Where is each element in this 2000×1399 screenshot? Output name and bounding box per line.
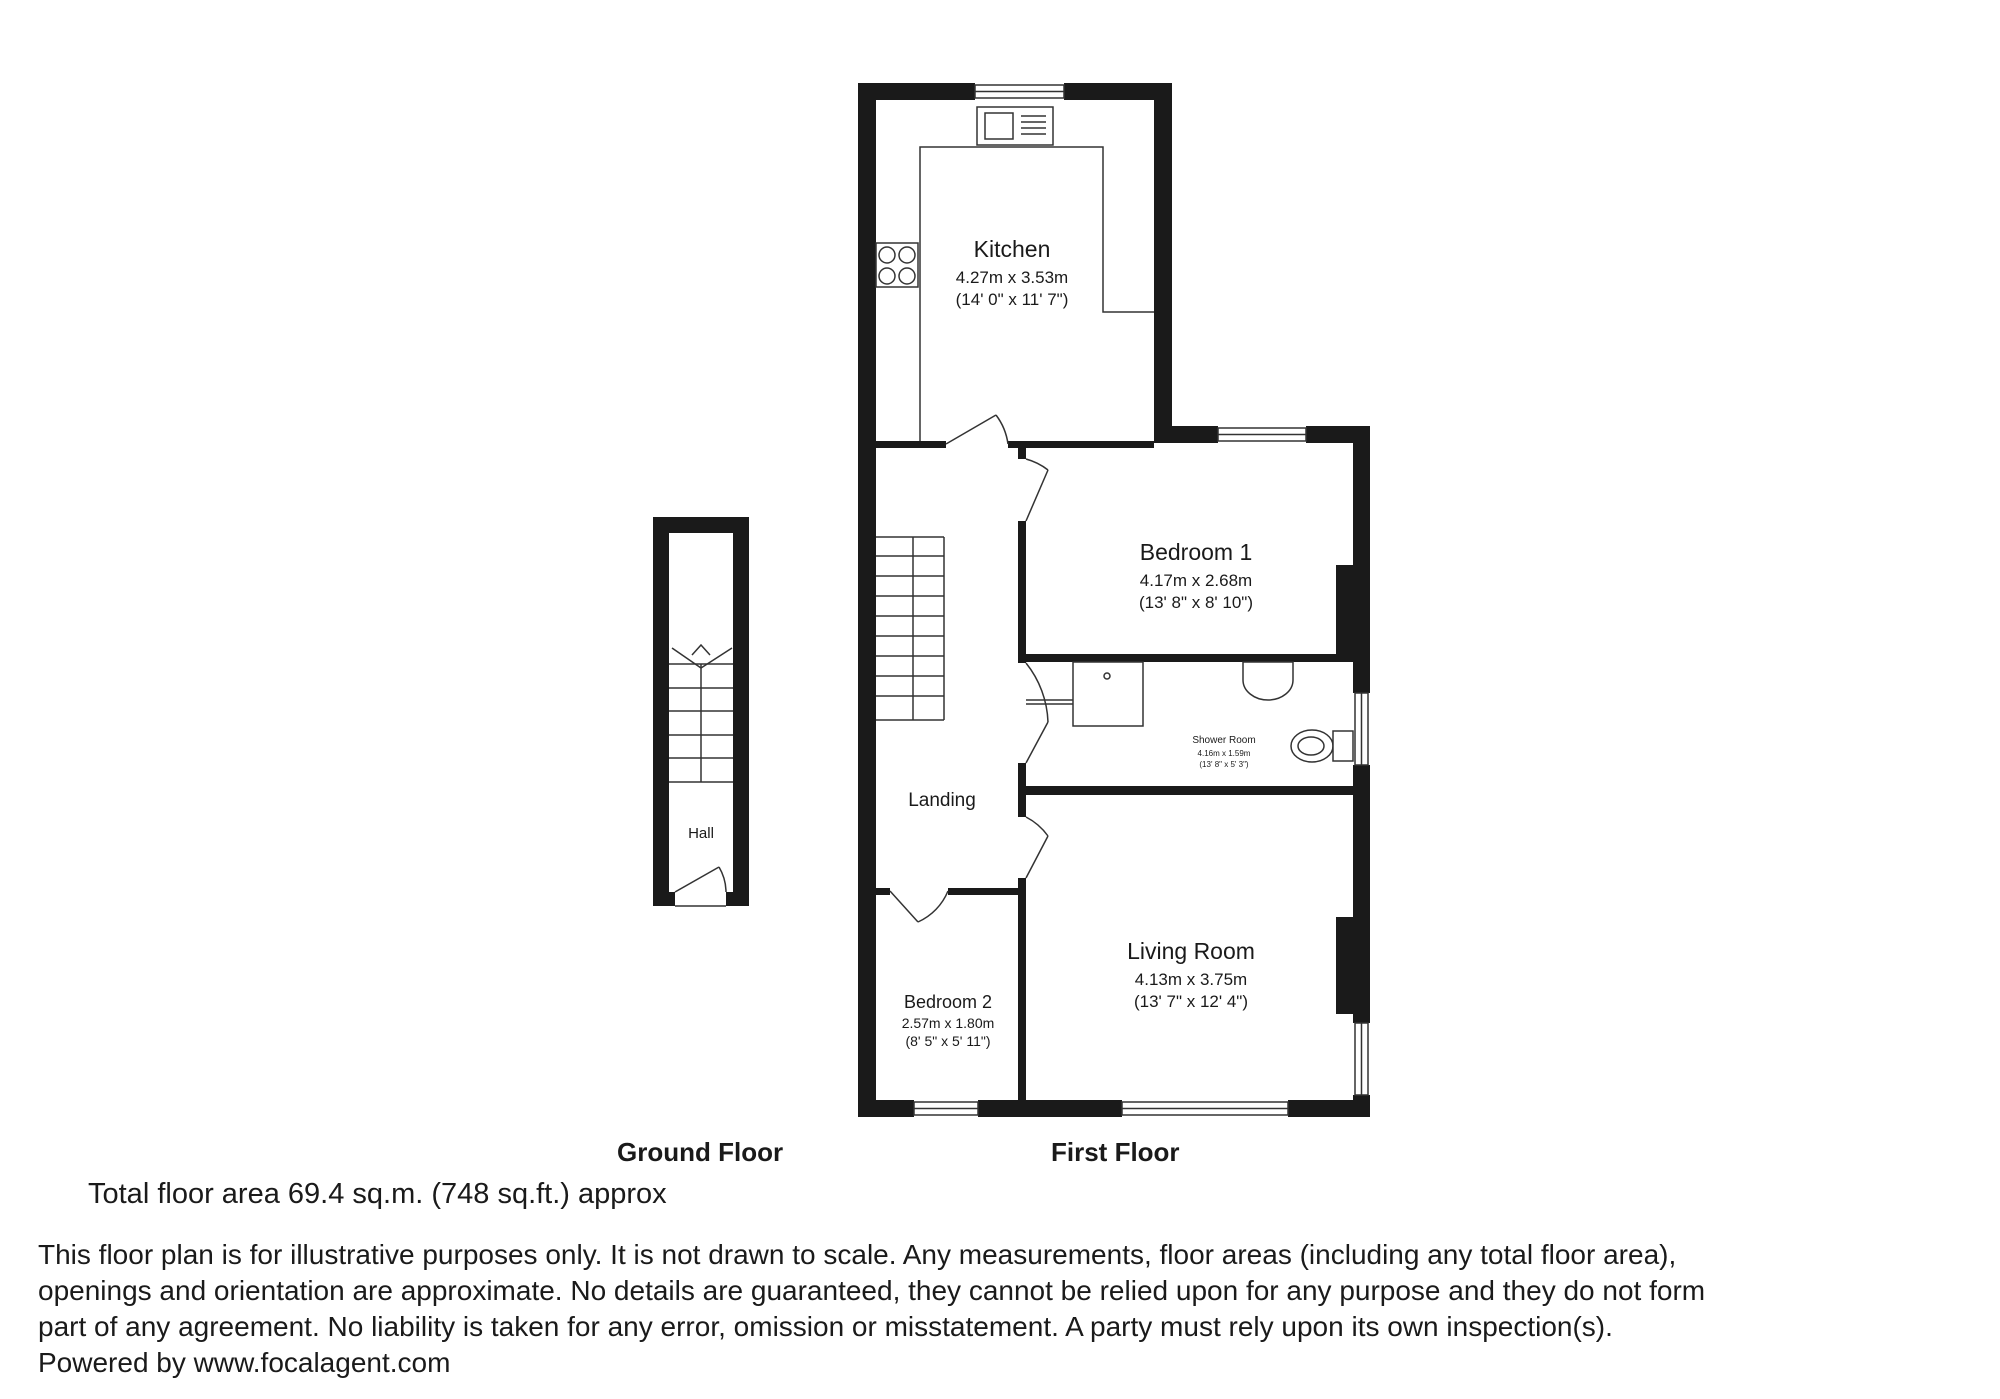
room-dimensions-bedroom-2-metric: 2.57m x 1.80m: [901, 1015, 995, 1031]
room-dimensions-living-room-metric: 4.13m x 3.75m: [1134, 970, 1248, 989]
room-label-landing: Landing: [908, 790, 976, 811]
hall-entrance-door: [675, 867, 726, 906]
room-dimensions-bedroom-2-imperial: (8' 5" x 5' 11"): [905, 1033, 991, 1049]
room-dimensions-shower-room-imperial: (13' 8" x 5' 3"): [1199, 760, 1249, 769]
ground-floor-staircase: [669, 645, 733, 782]
room-dimensions-living-room-imperial: (13' 7" x 12' 4"): [1133, 992, 1249, 1011]
room-dimensions-kitchen-metric: 4.27m x 3.53m: [955, 268, 1069, 287]
kitchen-window: [975, 85, 1064, 98]
bedroom-1-window: [1218, 428, 1306, 441]
bedroom-2-window: [914, 1102, 978, 1115]
living-room-front-window: [1122, 1102, 1288, 1115]
shower-tray-icon: [1073, 662, 1143, 726]
ground-floor-plan: [653, 517, 749, 906]
room-labels: [902, 236, 1256, 1049]
shower-room-door: [1026, 663, 1048, 763]
hob-icon: [876, 243, 918, 287]
kitchen-door: [946, 415, 1008, 444]
room-label-shower-room: Shower Room: [1192, 735, 1256, 746]
room-dimensions-shower-room-metric: 4.16m x 1.59m: [1197, 749, 1251, 758]
room-dimensions-bedroom-1-imperial: (13' 8" x 8' 10"): [1138, 593, 1254, 612]
disclaimer-line: openings and orientation are approximate. No details are guaranteed, they cannot be relied upon for any purpose and they do not form: [38, 1275, 1706, 1306]
room-label-bedroom-1: Bedroom 1: [1139, 539, 1253, 565]
disclaimer-line: This floor plan is for illustrative purposes only. It is not drawn to scale. Any measurements, floor areas (including any total floor area),: [38, 1239, 1677, 1270]
disclaimer-line: Powered by www.focalagent.com: [38, 1347, 451, 1378]
first-floor-staircase: [876, 537, 944, 720]
disclaimer-line: part of any agreement. No liability is taken for any error, omission or misstatement. A party must rely upon its own inspection(s).: [38, 1311, 1613, 1342]
floor-label-first: First Floor: [1051, 1137, 1180, 1167]
sink-icon: [977, 107, 1053, 145]
toilet-icon: [1291, 730, 1353, 762]
bedroom-1-door: [1026, 459, 1048, 521]
room-label-hall: Hall: [688, 825, 714, 842]
shower-room-window: [1355, 693, 1368, 765]
room-dimensions-bedroom-1-metric: 4.17m x 2.68m: [1139, 571, 1253, 590]
first-floor-walls: [858, 83, 1370, 1117]
floor-label-ground: Ground Floor: [617, 1137, 784, 1167]
living-room-side-window: [1355, 1023, 1368, 1095]
room-label-bedroom-2: Bedroom 2: [903, 992, 993, 1012]
first-floor-plan: [858, 83, 1370, 1117]
basin-icon: [1243, 662, 1293, 700]
shower-room-fittings: [1026, 662, 1353, 762]
room-label-living-room: Living Room: [1127, 938, 1255, 964]
room-dimensions-kitchen-imperial: (14' 0" x 11' 7"): [955, 290, 1069, 309]
total-floor-area: Total floor area 69.4 sq.m. (748 sq.ft.) approx: [88, 1178, 667, 1210]
disclaimer: [38, 1237, 1978, 1381]
bedroom-2-door: [890, 891, 948, 922]
room-label-kitchen: Kitchen: [973, 236, 1051, 262]
living-room-door: [1026, 817, 1048, 878]
